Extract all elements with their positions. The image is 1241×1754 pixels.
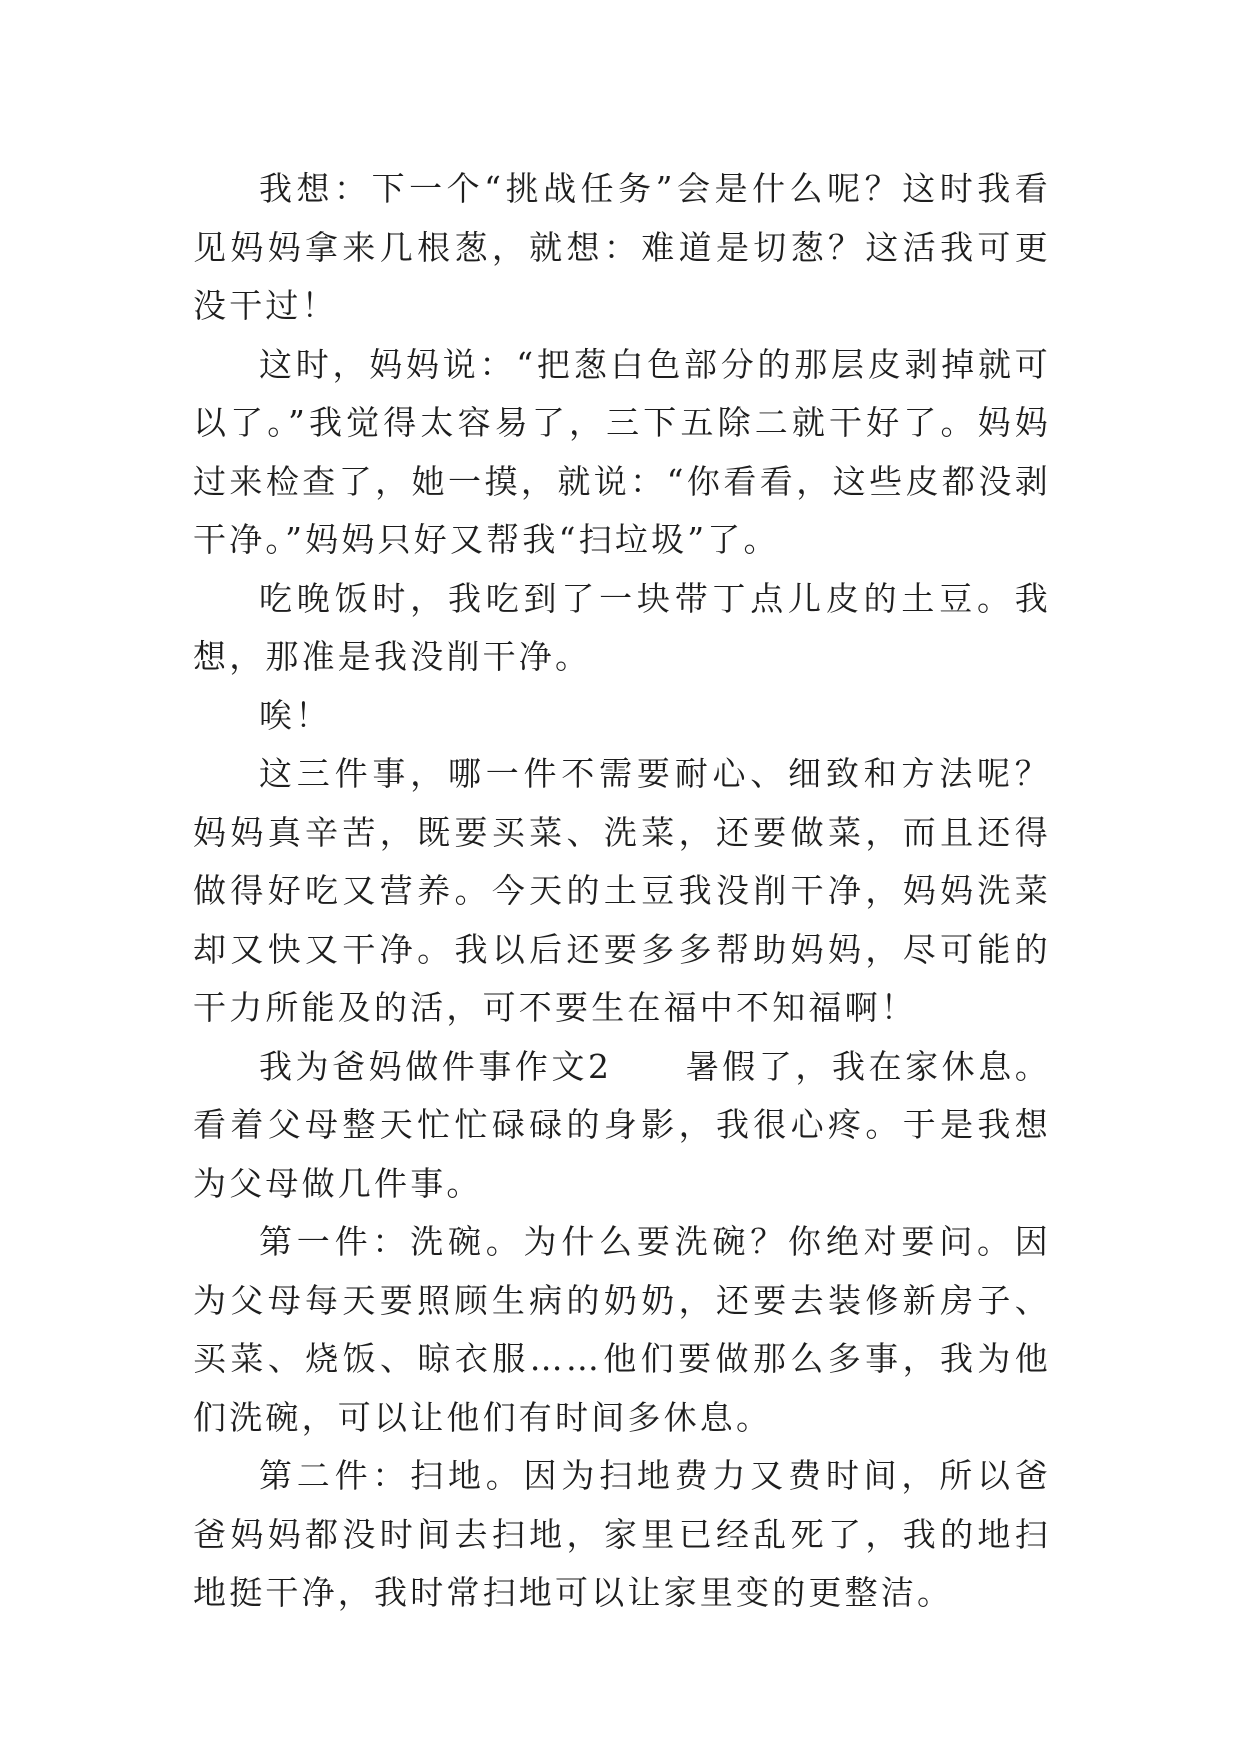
paragraph: 这三件事，哪一件不需要耐心、细致和方法呢？妈妈真辛苦，既要买菜、洗菜，还要做菜，而且还得做得好吃又营养。今天的土豆我没削干净，妈妈洗菜却又快又干净。我以后还要多多帮助妈妈，尽可能的干力所能及的活，可不要生在福中不知福啊！ [193, 754, 1051, 1027]
paragraph: 这时，妈妈说：“把葱白色部分的那层皮剥掉就可以了。”我觉得太容易了，三下五除二就干好了。妈妈过来检查了，她一摸，就说：“你看看，这些皮都没剥干净。”妈妈只好又帮我“扫垃圾”了。 [193, 344, 1051, 559]
paragraph: 第二件：扫地。因为扫地费力又费时间，所以爸爸妈妈都没时间去扫地，家里已经乱死了，我的地扫地挺干净，我时常扫地可以让家里变的更整洁。 [193, 1456, 1051, 1612]
paragraph: 吃晚饭时，我吃到了一块带丁点儿皮的土豆。我想，那准是我没削干净。 [193, 578, 1051, 676]
paragraph: 第一件：洗碗。为什么要洗碗？你绝对要问。因为父母每天要照顾生病的奶奶，还要去装修新房子、买菜、烧饭、晾衣服……他们要做那么多事，我为他们洗碗，可以让他们有时间多休息。 [193, 1222, 1051, 1437]
essay-body [193, 160, 1051, 1623]
paragraph-with-title: 我为爸妈做件事作文2 暑假了，我在家休息。看着父母整天忙忙碌碌的身影，我很心疼。于是我想为父母做几件事。 [193, 1046, 1051, 1203]
paragraph: 我想：下一个“挑战任务”会是什么呢？这时我看见妈妈拿来几根葱，就想：难道是切葱？这活我可更没干过！ [193, 169, 1051, 325]
paragraph: 唉！ [259, 695, 332, 735]
